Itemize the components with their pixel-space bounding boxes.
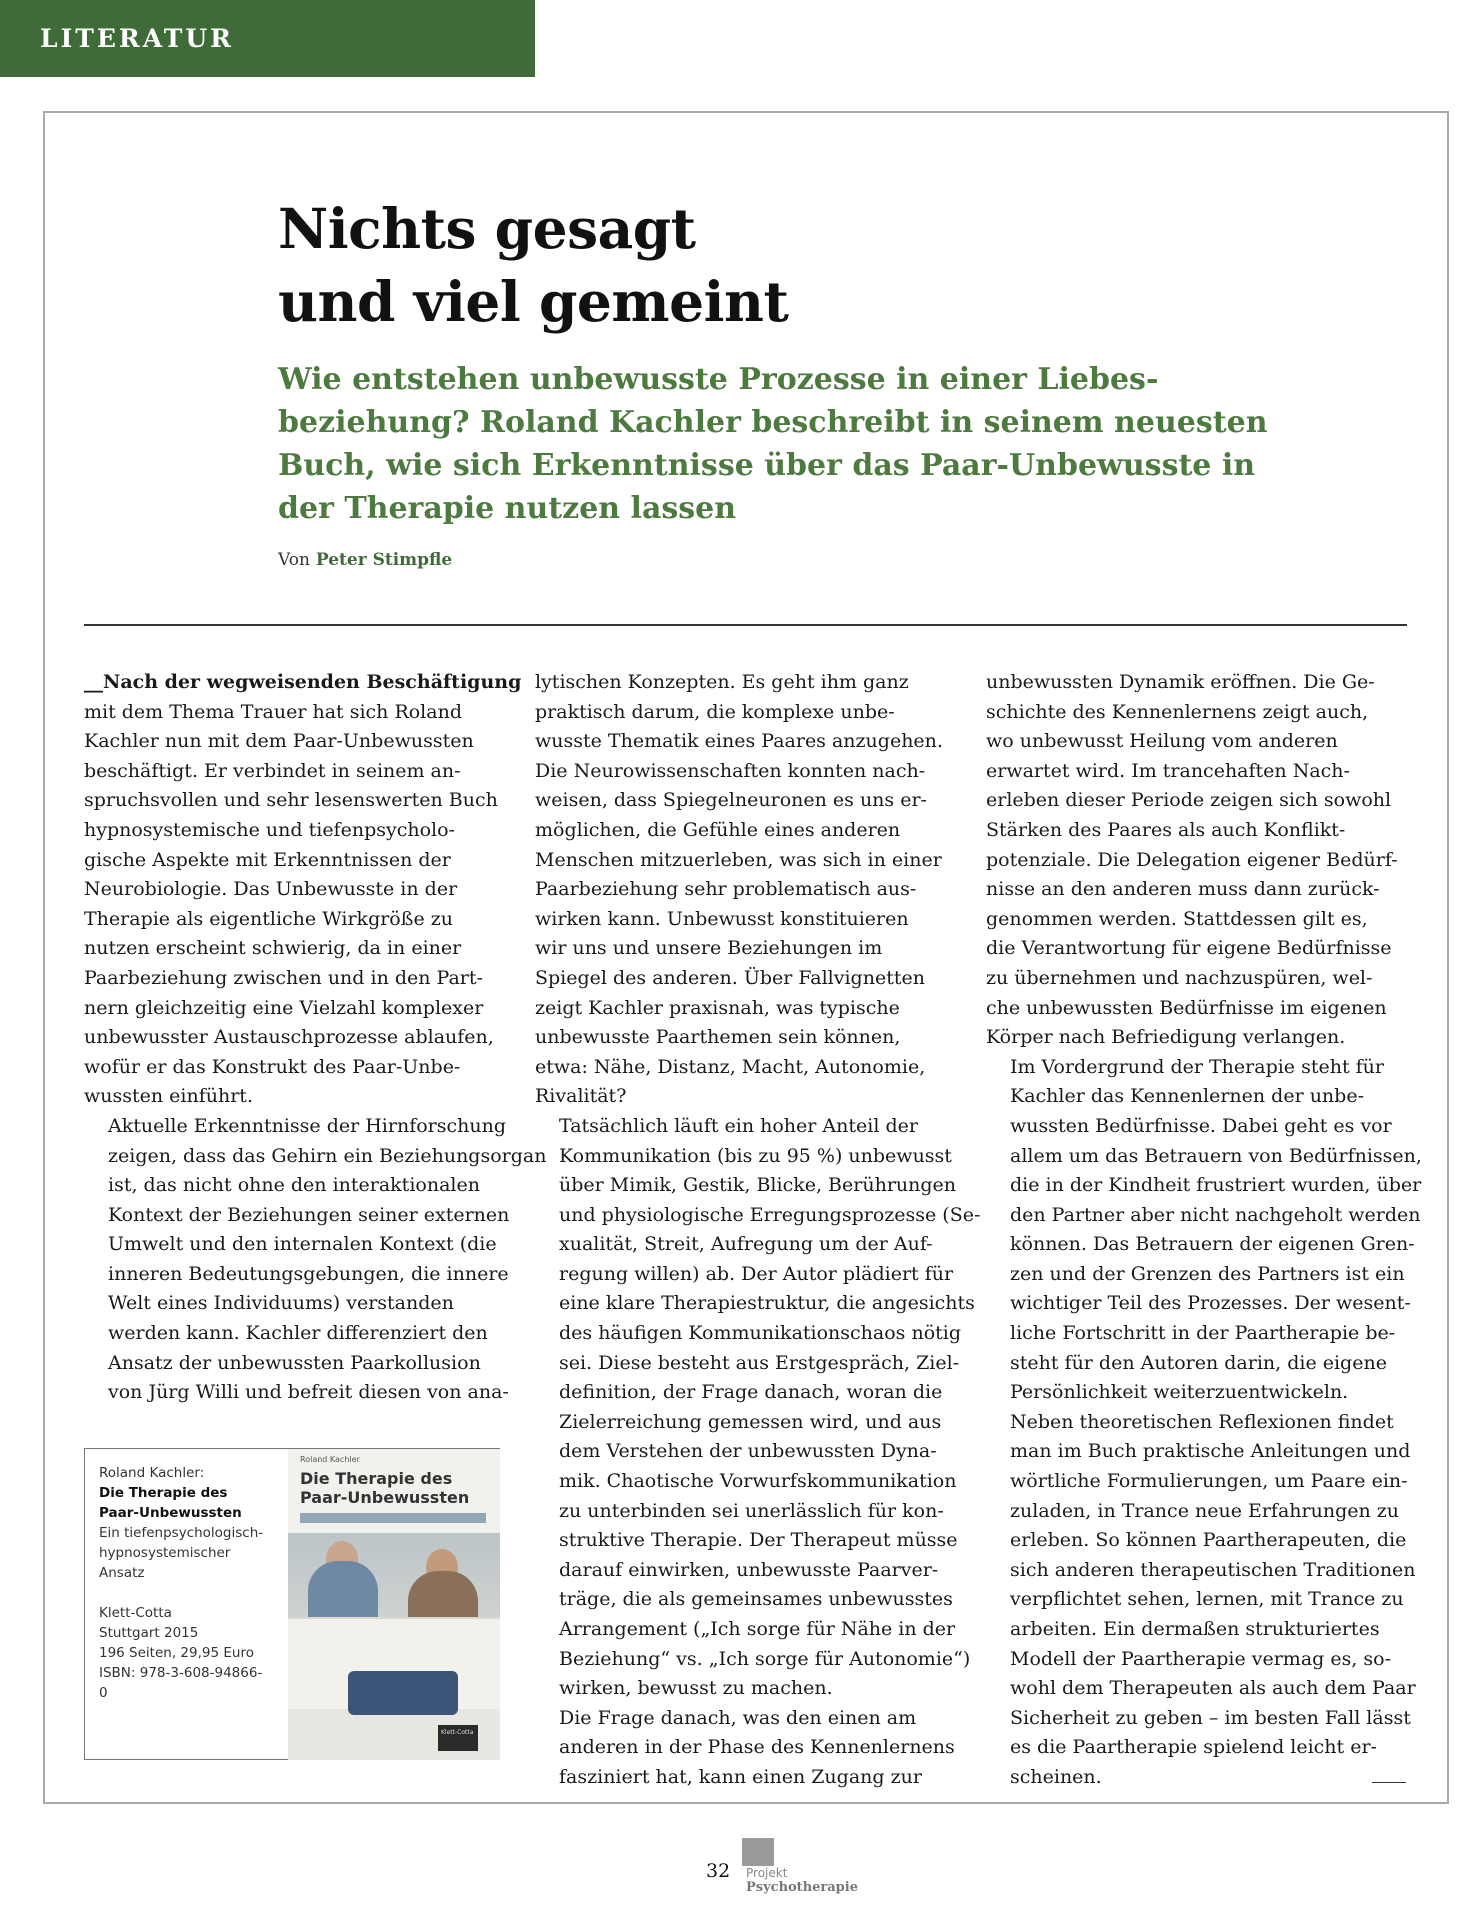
text-line: Sicherheit zu geben – im besten Fall lässt [1010,1706,1411,1729]
text-line: allem um das Betrauern von Bedürfnissen, [1010,1144,1422,1167]
text-line: potenziale. Die Delegation eigener Bedürf- [986,848,1398,871]
text-line: verpflichtet sehen, lernen, mit Trance zu [1010,1588,1404,1611]
text-line: inneren Bedeutungsgebungen, die innere [108,1262,509,1285]
journal-logo-block [742,1838,774,1866]
book-subtitle-line: Ein tiefenpsychologisch- [99,1525,264,1541]
book-place-year: Stuttgart 2015 [99,1625,199,1641]
text-line: steht für den Autoren darin, die eigene [1010,1351,1387,1374]
section-tag: LITERATUR [0,0,535,77]
text-line: xualität, Streit, Aufregung um der Auf- [559,1233,933,1256]
text-line: wir uns und unsere Beziehungen im [535,937,883,960]
text-line: definition, der Frage danach, woran die [559,1381,943,1404]
text-line: ist, das nicht ohne den interaktionalen [108,1174,480,1197]
cover-subtitle-bar [300,1513,486,1523]
text-line: scheinen. [1010,1765,1102,1788]
text-line: wusste Thematik eines Paares anzugehen. [535,730,943,753]
text-line: liche Fortschritt in der Paartherapie be- [1010,1322,1396,1345]
book-pages-price: 196 Seiten, 29,95 Euro [99,1645,254,1661]
text-line: weisen, dass Spiegelneuronen es uns er- [535,789,927,812]
paragraph [535,1704,955,1793]
text-line: nisse an den anderen muss dann zurück- [986,878,1380,901]
text-line: es die Paartherapie spielend leicht er- [1010,1736,1377,1759]
text-line: sich anderen therapeutischen Traditionen [1010,1558,1416,1581]
text-line: regung willen) ab. Der Autor plädiert für [559,1262,954,1285]
text-line: Körper nach Befriedigung verlangen. [986,1026,1346,1049]
text-line: unbewussten Dynamik eröffnen. Die Ge- [986,671,1375,693]
text-line: nutzen erscheint schwierig, da in einer [84,937,462,960]
text-line: gische Aspekte mit Erkenntnissen der [84,848,451,871]
text-line: Beziehung“ vs. „Ich sorge für Autonomie“) [559,1647,971,1670]
text-line: wichtiger Teil des Prozesses. Der wesent- [1010,1292,1411,1315]
text-line: Neurobiologie. Das Unbewusste in der [84,878,458,901]
text-line: Kommunikation (bis zu 95 %) unbewusst [559,1144,952,1167]
journal-name-line2: Psychotherapie [746,1880,858,1895]
paragraph [986,1053,1422,1408]
cover-publisher-text: Klett-Cotta [441,1729,474,1736]
text-line: praktisch darum, die komplexe unbe- [535,700,895,723]
text-line: erleben dieser Periode zeigen sich sowohl [986,789,1392,812]
text-line: und physiologische Erregungsprozesse (Se- [559,1203,981,1226]
text-line: den Partner aber nicht nachgeholt werden [1010,1203,1421,1226]
paragraph [986,1408,1416,1793]
text-line: erwartet wird. Im trancehaften Nach- [986,759,1350,782]
lead-line: Wie entstehen unbewusste Prozesse in einer Liebes- [278,362,1159,397]
text-line: wirken kann. Unbewusst konstituieren [535,907,909,930]
text-line: Zielerreichung gemessen wird, und aus [559,1410,942,1433]
book-subtitle-line: hypnosystemischer [99,1545,231,1561]
text-line: wohl dem Therapeuten als auch dem Paar [1010,1677,1416,1700]
text-line: Paarbeziehung sehr problematisch aus- [535,878,917,901]
paragraph [84,1112,547,1408]
text-line: Modell der Paartherapie vermag es, so- [1010,1647,1392,1670]
text-line: Rivalität? [535,1085,627,1108]
text-line: Therapie als eigentliche Wirkgröße zu [84,907,453,930]
text-line: Kachler das Kennenlernen der unbe- [1010,1085,1364,1108]
paragraph [986,668,1406,1053]
article-end-mark [1372,1782,1406,1783]
book-title-line: Die Therapie des [99,1485,228,1501]
text-line: Menschen mitzuerleben, was sich in einer [535,848,942,871]
text-line: schichte des Kennenlernens zeigt auch, [986,700,1369,723]
text-line: zeigen, dass das Gehirn ein Beziehungsorgan [108,1144,547,1167]
byline-author: Peter Stimpfle [315,550,453,570]
text-line: hypnosystemische und tiefenpsycholo- [84,818,455,841]
text-line: die in der Kindheit frustriert wurden, über [1010,1174,1422,1197]
text-line: genommen werden. Stattdessen gilt es, [986,907,1368,930]
text-line: mit dem Thema Trauer hat sich Roland [84,700,462,723]
text-line: Die Frage danach, was den einen am [559,1706,917,1729]
paragraph [535,668,955,1112]
text-line: Kachler nun mit dem Paar-Unbewussten [84,730,474,753]
text-line: Tatsächlich läuft ein hoher Anteil der [559,1114,918,1137]
lead-line: Buch, wie sich Erkenntnisse über das Paar-Unbewusste in [278,448,1256,483]
text-line: wussten einführt. [84,1085,253,1108]
text-line: möglichen, die Gefühle eines anderen [535,818,901,841]
book-details [99,1463,269,1703]
cover-person-legs [348,1671,458,1715]
lead-in-text: __Nach der wegweisenden Beschäftigung [84,671,522,693]
text-line: dem Verstehen der unbewussten Dyna- [559,1440,937,1463]
text-line: träge, die als gemeinsames unbewusstes [559,1588,953,1611]
text-line: zuladen, in Trance neue Erfahrungen zu [1010,1499,1400,1522]
text-line: beschäftigt. Er verbindet in seinem an- [84,759,461,782]
text-line: wörtliche Formulierungen, um Paare ein- [1010,1470,1408,1493]
text-line: Spiegel des anderen. Über Fallvignetten [535,966,925,989]
text-line: che unbewussten Bedürfnisse im eigenen [986,996,1387,1019]
text-line: etwa: Nähe, Distanz, Macht, Autonomie, [535,1055,926,1078]
text-line: die Verantwortung für eigene Bedürfnisse [986,937,1392,960]
book-cover-image [288,1449,500,1760]
text-line: Neben theoretischen Reflexionen findet [1010,1410,1394,1433]
text-line: Die Neurowissenschaften konnten nach- [535,759,926,782]
text-line: zen und der Grenzen des Partners ist ein [1010,1262,1405,1285]
paragraph [535,1112,981,1704]
text-line: wirken, bewusst zu machen. [559,1677,833,1700]
text-line: Arrangement („Ich sorge für Nähe in der [559,1618,956,1640]
cover-title: Die Therapie des Paar-Unbewussten [300,1469,470,1507]
text-line: über Mimik, Gestik, Blicke, Berührungen [559,1174,957,1197]
paragraph [84,668,522,1112]
text-line: wofür er das Konstrukt des Paar-Unbe- [84,1055,461,1078]
text-line: unbewusster Austauschprozesse ablaufen, [84,1026,494,1049]
text-line: Aktuelle Erkenntnisse der Hirnforschung [108,1114,507,1137]
cover-author: Roland Kachler [300,1455,360,1464]
text-line: fasziniert hat, kann einen Zugang zur [559,1765,922,1788]
text-line: des häufigen Kommunikationschaos nötig [559,1322,962,1345]
text-line: Umwelt und den internalen Kontext (die [108,1233,497,1256]
text-line: erleben. So können Paartherapeuten, die [1010,1529,1407,1552]
book-title-line: Paar-Unbewussten [99,1505,242,1521]
text-line: Im Vordergrund der Therapie steht für [1010,1055,1384,1078]
book-isbn: ISBN: 978-3-608-94866-0 [99,1665,263,1701]
header-divider [84,624,1407,626]
text-line: von Jürg Willi und befreit diesen von ana- [108,1381,509,1404]
byline-prefix: Von [278,550,310,570]
text-line: sei. Diese besteht aus Erstgespräch, Ziel- [559,1351,960,1374]
text-line: Kontext der Beziehungen seiner externen [108,1203,510,1226]
lead-line: beziehung? Roland Kachler beschreibt in seinem neuesten [278,405,1268,440]
article-lead [278,358,1268,530]
text-line: Welt eines Individuums) verstanden [108,1292,454,1315]
text-line: werden kann. Kachler differenziert den [108,1322,488,1345]
byline [278,550,452,570]
text-line: Paarbeziehung zwischen und in den Part- [84,966,483,989]
text-line: nern gleichzeitig eine Vielzahl komplexer [84,996,484,1019]
text-line: arbeiten. Ein dermaßen strukturiertes [1010,1618,1380,1640]
text-line: struktive Therapie. Der Therapeut müsse [559,1529,958,1552]
text-line: anderen in der Phase des Kennenlernens [559,1736,955,1759]
text-line: mik. Chaotische Vorwurfskommunikation [559,1470,957,1493]
text-line: man im Buch praktische Anleitungen und [1010,1440,1411,1463]
text-line: lytischen Konzepten. Es geht ihm ganz [535,671,909,693]
book-info-box [84,1448,500,1760]
text-line: können. Das Betrauern der eigenen Gren- [1010,1233,1415,1256]
text-line: zeigt Kachler praxisnah, was typische [535,996,900,1019]
text-line: Persönlichkeit weiterzuentwickeln. [1010,1381,1349,1404]
text-line: zu übernehmen und nachzuspüren, wel- [986,966,1373,989]
text-line: darauf einwirken, unbewusste Paarver- [559,1558,939,1581]
column-2 [535,668,981,1793]
title-line: Nichts gesagt [278,196,696,261]
text-line: eine klare Therapiestruktur, die angesichts [559,1292,975,1315]
page-number: 32 [706,1860,731,1882]
article-title [278,192,788,338]
text-line: Ansatz der unbewussten Paarkollusion [108,1351,481,1374]
book-subtitle-line: Ansatz [99,1565,145,1581]
book-publisher: Klett-Cotta [99,1605,172,1621]
text-line: zu unterbinden sei unerlässlich für kon- [559,1499,944,1522]
column-1 [84,668,547,1408]
text-line: spruchsvollen und sehr lesenswerten Buch [84,789,498,812]
journal-name-line1: Projekt [746,1866,788,1880]
text-line: unbewusste Paarthemen sein können, [535,1026,901,1049]
book-author: Roland Kachler: [99,1465,205,1481]
title-line: und viel gemeint [278,269,789,334]
text-line: wo unbewusst Heilung vom anderen [986,730,1338,753]
lead-line: der Therapie nutzen lassen [278,491,737,526]
column-3 [986,668,1422,1793]
text-line: Stärken des Paares als auch Konflikt- [986,818,1346,841]
text-line: wussten Bedürfnisse. Dabei geht es vor [1010,1114,1392,1137]
